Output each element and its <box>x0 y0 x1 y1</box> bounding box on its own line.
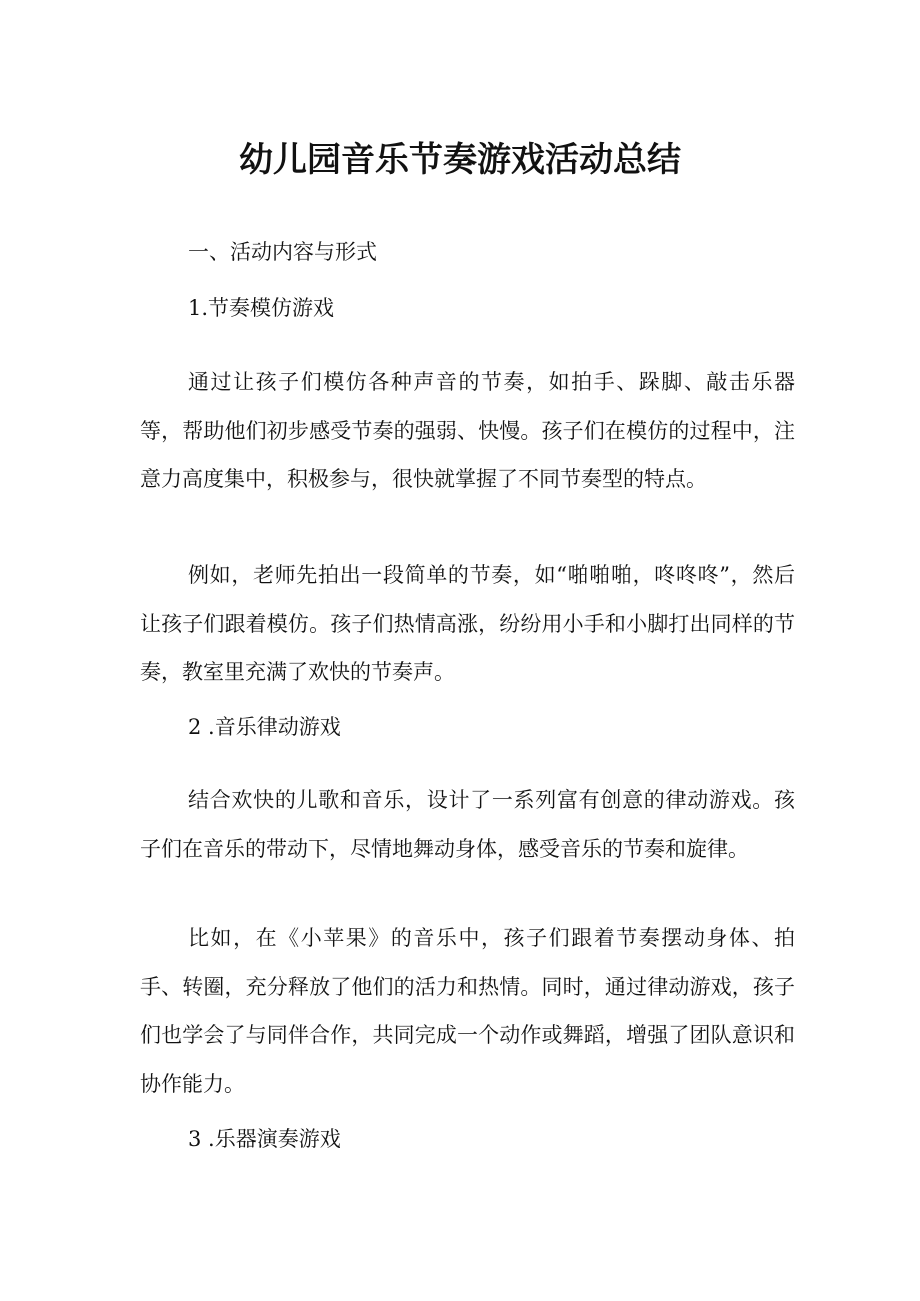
section-heading-activity-content: 一、活动内容与形式 <box>188 240 377 264</box>
paragraph-music-movement-example: 比如，在《小苹果》的音乐中，孩子们跟着节奏摆动身体、拍手、转圈，充分释放了他们的活力和热情。同时，通过律动游戏，孩子们也学会了与同伴合作，共同完成一个动作或舞蹈，增强了团队意识和协作能力。 <box>140 926 795 1096</box>
paragraph-music-movement-intro: 结合欢快的儿歌和音乐，设计了一系列富有创意的律动游戏。孩子们在音乐的带动下，尽情地舞动身体，感受音乐的节奏和旋律。 <box>140 788 795 861</box>
document-title: 幼儿园音乐节奏游戏活动总结 <box>239 140 681 180</box>
paragraph-rhythm-imitation-intro: 通过让孩子们模仿各种声音的节奏，如拍手、跺脚、敲击乐器等，帮助他们初步感受节奏的强弱、快慢。孩子们在模仿的过程中，注意力高度集中，积极参与，很快就掌握了不同节奏型的特点。 <box>140 370 795 491</box>
subheading-music-movement: 2 .音乐律动游戏 <box>188 715 341 739</box>
subheading-instrument-playing: 3 .乐器演奏游戏 <box>188 1127 341 1151</box>
subheading-rhythm-imitation: 1.节奏模仿游戏 <box>188 296 335 320</box>
paragraph-rhythm-imitation-example: 例如，老师先拍出一段简单的节奏，如“啪啪啪，咚咚咚”，然后让孩子们跟着模仿。孩子们热情高涨，纷纷用小手和小脚打出同样的节奏，教室里充满了欢快的节奏声。 <box>140 563 795 684</box>
